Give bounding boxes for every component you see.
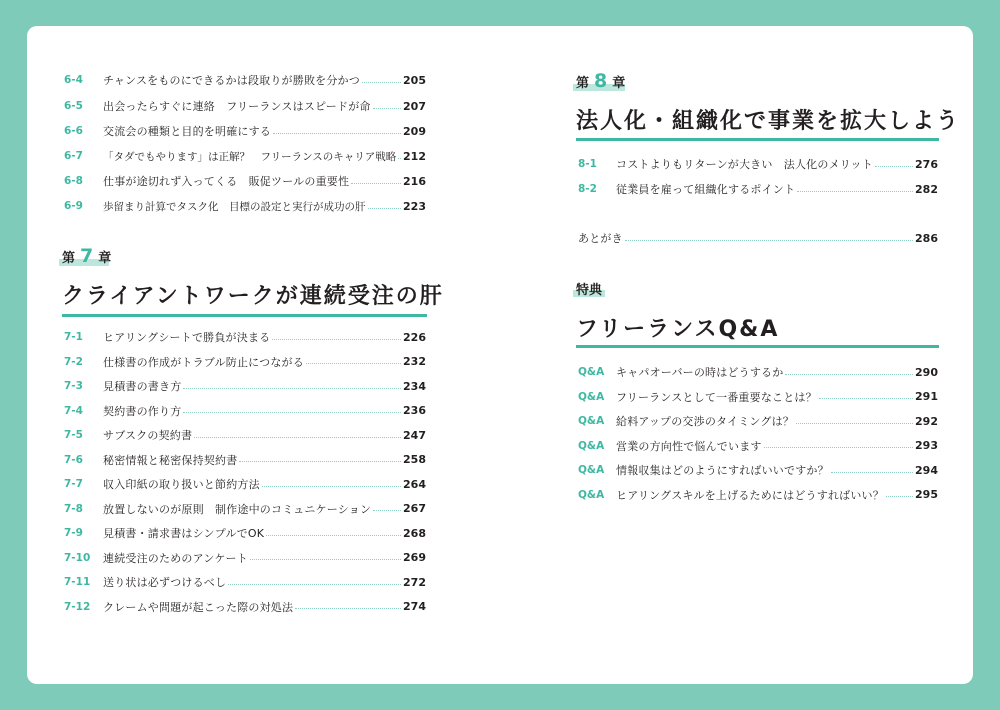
entry-page: 234 <box>403 379 426 393</box>
bonus-label <box>576 279 602 298</box>
entry-number: Q&A <box>578 464 605 476</box>
toc-entry-ch7-2[interactable] <box>64 376 426 396</box>
leader-dots <box>796 423 913 424</box>
entry-number: 7-8 <box>64 502 83 515</box>
toc-entry-ch7-8[interactable] <box>64 523 426 543</box>
entry-title: 営業の方向性で悩んでいます <box>616 439 762 453</box>
entry-page: 232 <box>403 355 426 368</box>
entry-number: 7-2 <box>64 355 83 368</box>
entry-title: キャパオーバーの時はどうするか <box>616 366 784 379</box>
entry-number: 7-4 <box>64 404 83 417</box>
entry-page: 258 <box>403 453 426 466</box>
entry-page: 272 <box>403 575 426 589</box>
entry-page: 212 <box>403 149 426 163</box>
leader-dots <box>273 133 401 134</box>
toc-entry-8-1[interactable] <box>578 154 938 174</box>
entry-title: 仕様書の作成がトラブル防止につながる <box>103 355 304 369</box>
entry-page: 292 <box>915 414 938 428</box>
entry-title: ヒアリングシートで勝負が決まる <box>103 331 271 344</box>
entry-page: 264 <box>403 477 426 491</box>
leader-dots <box>373 510 401 511</box>
toc-entry-qa-4[interactable] <box>578 460 938 480</box>
toc-entry-ch7-5[interactable] <box>64 450 426 470</box>
chapter-number: 7 <box>80 245 94 267</box>
toc-entry-ch7-4[interactable] <box>64 425 426 445</box>
entry-title: 放置しないのが原則 制作途中のコミュニケーション <box>103 502 372 516</box>
entry-number: 6-4 <box>64 74 83 86</box>
entry-title: サブスクの契約書 <box>103 429 193 442</box>
leader-dots <box>373 108 401 109</box>
entry-number: 6-7 <box>64 150 83 162</box>
entry-title: 見積書・請求書はシンプルでOK <box>103 527 265 540</box>
leader-dots <box>625 240 913 241</box>
leader-dots <box>398 158 401 159</box>
entry-number: 7-6 <box>64 453 83 466</box>
leader-dots <box>368 208 402 209</box>
leader-dots <box>306 363 401 364</box>
entry-page: 226 <box>403 330 426 344</box>
chapter-7-label <box>62 245 111 267</box>
entry-title: 連続受注のためのアンケート <box>103 551 248 565</box>
entry-number: 7-1 <box>64 331 83 343</box>
toc-entry-ch7-6[interactable] <box>64 474 426 494</box>
label-suffix: 章 <box>98 251 112 266</box>
entry-title: コストよりもリターンが大きい 法人化のメリット <box>616 158 873 171</box>
bonus-label-text: 特典 <box>576 283 603 298</box>
entry-title: 歩留まり計算でタスク化 目標の設定と実行が成功の肝 <box>103 200 366 213</box>
entry-title: 給料アップの交渉のタイミングは？ <box>616 415 794 428</box>
toc-entry-afterword[interactable] <box>578 228 938 248</box>
entry-title: チャンスをものにできるかは段取りが勝敗を分かつ <box>103 74 360 87</box>
leader-dots <box>266 535 401 536</box>
chapter-8-label <box>576 70 625 92</box>
toc-entry-6-8[interactable] <box>64 171 426 191</box>
leader-dots <box>785 374 913 375</box>
chapter-8-rule <box>576 138 939 141</box>
entry-title: 秘密情報と秘密保持契約書 <box>103 453 238 467</box>
entry-title: 収入印紙の取り扱いと節約方法 <box>103 478 260 491</box>
leader-dots <box>351 183 401 184</box>
entry-number: Q&A <box>578 390 605 403</box>
entry-page: 205 <box>403 73 426 87</box>
entry-number: 7-10 <box>64 551 91 564</box>
entry-number: 7-5 <box>64 429 83 441</box>
entry-page: 293 <box>915 439 938 452</box>
leader-dots <box>797 191 913 192</box>
entry-page: 282 <box>915 182 938 196</box>
entry-number: Q&A <box>578 366 605 378</box>
entry-title: フリーランスとして一番重要なことは？ <box>616 390 817 404</box>
entry-page: 267 <box>403 502 426 515</box>
entry-number: 7-3 <box>64 380 83 392</box>
toc-entry-ch7-3[interactable] <box>64 401 426 421</box>
entry-page: 291 <box>915 390 938 403</box>
chapter-number: 8 <box>594 70 608 92</box>
entry-title: 仕事が途切れず入ってくる 販促ツールの重要性 <box>103 175 350 188</box>
leader-dots <box>875 166 913 167</box>
entry-page: 295 <box>915 488 938 501</box>
leader-dots <box>831 472 913 473</box>
leader-dots <box>183 388 401 389</box>
leader-dots <box>886 496 913 497</box>
toc-entry-ch7-0[interactable] <box>64 327 426 347</box>
entry-number: 7-12 <box>64 600 91 613</box>
leader-dots <box>295 608 401 609</box>
entry-page: 290 <box>915 365 938 379</box>
leader-dots <box>272 339 401 340</box>
entry-number: 8-2 <box>578 183 597 195</box>
entry-page: 247 <box>403 428 426 442</box>
chapter-8-title: 法人化・組織化で事業を拡大しよう <box>576 109 961 134</box>
toc-entry-6-7[interactable] <box>64 146 426 166</box>
entry-title: ヒアリングスキルを上げるためにはどうすればいい？ <box>616 488 884 502</box>
chapter-7-title: クライアントワークが連続受注の肝 <box>62 284 444 309</box>
entry-title: 出会ったらすぐに連絡 フリーランスはスピードが命 <box>103 100 371 113</box>
toc-entry-qa-5[interactable] <box>578 485 938 505</box>
label-prefix: 第 <box>62 251 76 266</box>
entry-page: 274 <box>403 600 426 613</box>
leader-dots <box>764 447 913 448</box>
toc-entry-6-9[interactable] <box>64 196 426 216</box>
leader-dots <box>194 437 401 438</box>
toc-entry-qa-3[interactable] <box>578 436 938 456</box>
chapter-7-rule <box>62 314 427 317</box>
leader-dots <box>250 559 401 560</box>
entry-title: 契約書の作り方 <box>103 404 182 418</box>
entry-number: 8-1 <box>578 158 597 170</box>
toc-entry-ch7-9[interactable] <box>64 548 426 568</box>
entry-title: 従業員を雇って組織化するポイント <box>616 183 796 196</box>
entry-number: 6-9 <box>64 200 83 212</box>
entry-number: 6-6 <box>64 125 83 137</box>
label-suffix: 章 <box>612 76 626 91</box>
entry-page: 276 <box>915 157 938 171</box>
entry-number: 7-11 <box>64 576 91 588</box>
entry-title: クレームや問題が起こった際の対処法 <box>103 600 294 614</box>
entry-page: 209 <box>403 124 426 138</box>
entry-number: 7-9 <box>64 527 83 539</box>
entry-title: 「タダでもやります」は正解？ フリーランスのキャリア戦略 <box>103 150 397 163</box>
leader-dots <box>183 412 401 413</box>
toc-entry-ch7-7[interactable] <box>64 499 426 519</box>
toc-entry-8-2[interactable] <box>578 179 938 199</box>
entry-number: 6-5 <box>64 100 83 112</box>
leader-dots <box>262 486 401 487</box>
entry-number: 6-8 <box>64 175 83 187</box>
entry-page: 207 <box>403 99 426 113</box>
toc-entry-6-5[interactable] <box>64 96 426 116</box>
entry-page: 268 <box>403 526 426 540</box>
entry-title: 交流会の種類と目的を明確にする <box>103 125 271 138</box>
entry-title: あとがき <box>578 232 623 245</box>
entry-title: 情報収集はどのようにすればいいですか？ <box>616 464 829 477</box>
leader-dots <box>819 398 913 399</box>
bonus-title: フリーランスQ&A <box>576 317 780 342</box>
entry-page: 269 <box>403 551 426 564</box>
entry-page: 236 <box>403 404 426 417</box>
toc-entry-ch7-10[interactable] <box>64 572 426 592</box>
entry-number: Q&A <box>578 415 605 427</box>
label-prefix: 第 <box>576 76 590 91</box>
entry-page: 216 <box>403 174 426 188</box>
toc-entry-ch7-11[interactable] <box>64 597 426 617</box>
entry-page: 286 <box>915 231 938 245</box>
entry-title: 送り状は必ずつけるべし <box>103 576 227 589</box>
toc-entry-6-4[interactable] <box>64 70 426 90</box>
entry-title: 見積書の書き方 <box>103 380 182 393</box>
toc-entry-6-6[interactable] <box>64 121 426 141</box>
entry-number: Q&A <box>578 439 605 452</box>
toc-entry-qa-0[interactable] <box>578 362 938 382</box>
toc-entry-ch7-1[interactable] <box>64 352 426 372</box>
entry-page: 294 <box>915 463 938 477</box>
entry-number: 7-7 <box>64 478 83 490</box>
bonus-rule <box>576 345 939 348</box>
toc-entry-qa-2[interactable] <box>578 411 938 431</box>
leader-dots <box>239 461 401 462</box>
leader-dots <box>228 584 401 585</box>
leader-dots <box>362 82 401 83</box>
entry-number: Q&A <box>578 488 605 501</box>
toc-entry-qa-1[interactable] <box>578 387 938 407</box>
entry-page: 223 <box>403 199 426 213</box>
